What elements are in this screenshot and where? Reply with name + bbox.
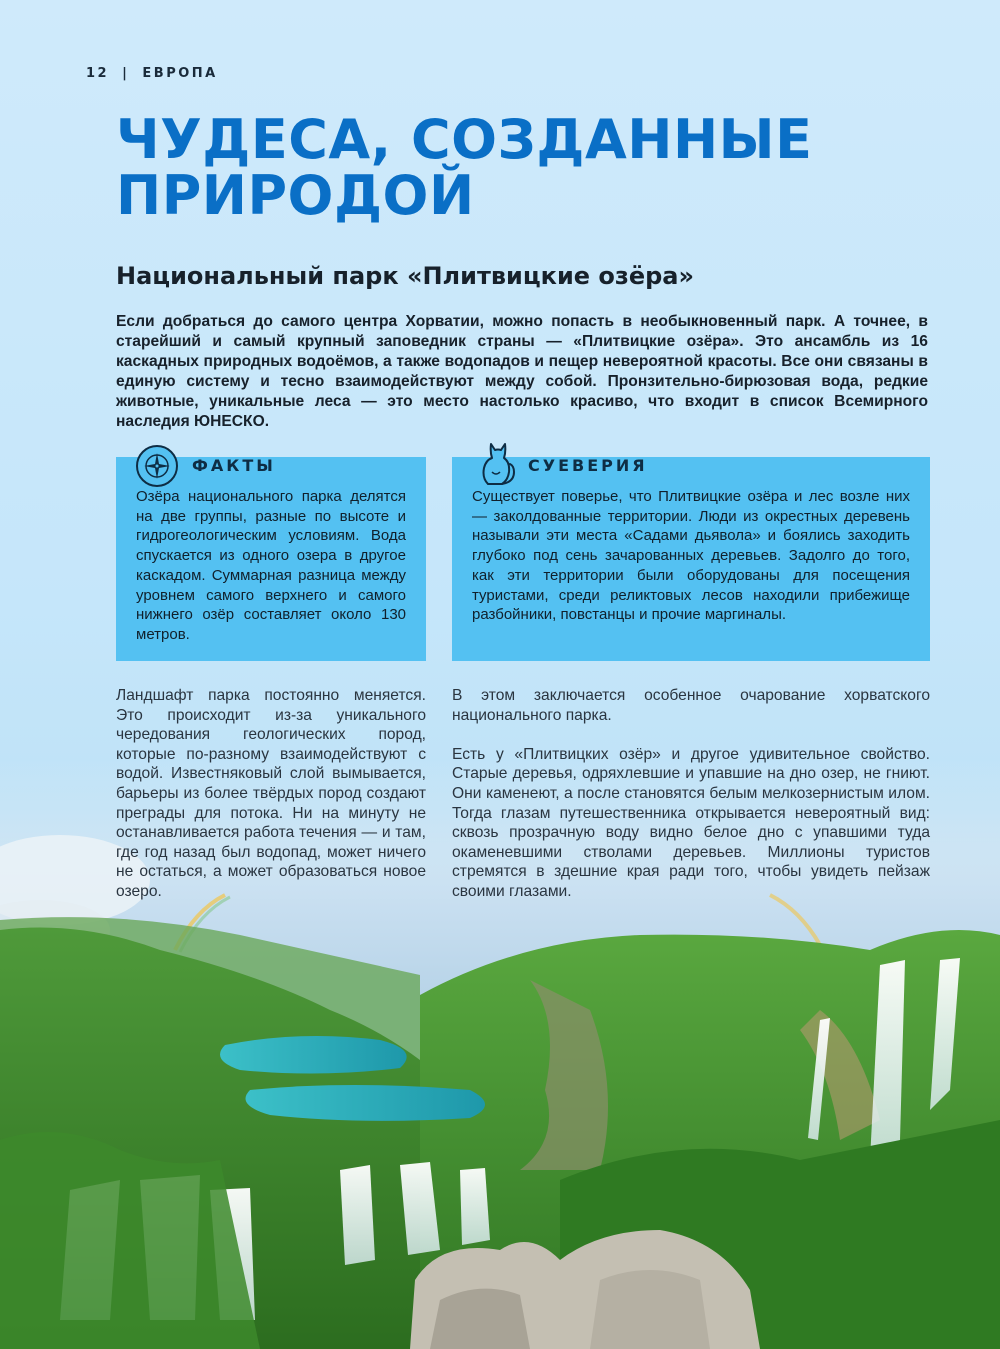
left-column (116, 686, 426, 921)
right-column-paragraph-1: В этом заключается особенное очарование хорватского национального парка. (452, 687, 930, 724)
page-header (86, 66, 218, 81)
facts-text: Озёра национального парка делятся на две группы, разные по высоте и гидрогеологическим условиям. Вода спускается из одного озера в другое каскадом. Суммарная разница между уровнем самого верхнего и самого нижнего озёр составляет около 130 метров. (136, 488, 406, 643)
beliefs-box (452, 457, 930, 661)
header-separator: | (122, 66, 130, 81)
facts-box (116, 457, 426, 661)
beliefs-text: Существует поверье, что Плитвицкие озёра и лес возле них — заколдованные территории. Люди из окрестных деревень называли эти места «Садами дьявола» и боялись заходить глубоко под сень зачарованных деревьев. Задолго до того, как эти территории были оборудованы для посещения туристами, среди реликтовых лесов находили прибежище разбойники, повстанцы и прочие маргиналы. (472, 488, 910, 624)
intro-paragraph: Если добраться до самого центра Хорватии, можно попасть в необыкновенный парк. А точнее, в старейший и самый крупный заповедник страны — «Плитвицкие озёра». Это ансамбль из 16 каскадных природных водоёмов, а также водопадов и пещер невероятной красоты. Все они связаны в единую систему и тесно взаимодействуют между собой. Пронзительно-бирюзовая вода, редкие животные, уникальные леса — это место настолько красиво, что входит в список Всемирного наследия ЮНЕСКО. (116, 313, 928, 430)
left-column-paragraph: Ландшафт парка постоянно меняется. Это происходит из-за уникального чередования геологических пород, которые по-разному взаимодействуют с водой. Известняковый слой вымывается, барьеры из более твёрдых пород создают преграды для потока. Ни на минуту не останавливается работа течения — и там, где год назад был водопад, может ничего не остаться, а может образоваться новое озеро. (116, 687, 426, 900)
beliefs-heading: СУЕВЕРИЯ (528, 456, 648, 475)
facts-heading: ФАКТЫ (192, 456, 276, 475)
article-subtitle: Национальный парк «Плитвицкие озёра» (116, 262, 694, 290)
right-column (452, 686, 930, 921)
title-line-2: ПРИРОДОЙ (116, 164, 475, 227)
page-title (116, 108, 876, 227)
cat-icon (478, 438, 518, 486)
right-column-paragraph-2: Есть у «Плитвицких озёр» и другое удивительное свойство. Старые деревья, одряхлевшие и упавшие на дно озер, не гниют. Они каменеют, а после становятся белым мелкозернистым илом. Тогда глазам путешественника открывается невероятный вид: сквозь прозрачную воду видно белое дно с упавшими туда окаменевшими стволами деревьев. Миллионы туристов стремятся в здешние края ради того, чтобы увидеть пейзаж своими глазами. (452, 745, 930, 900)
compass-icon (136, 445, 178, 487)
page-number: 12 (86, 66, 110, 81)
title-line-1: ЧУДЕСА, СОЗДАННЫЕ (116, 108, 813, 171)
section-name: ЕВРОПА (142, 66, 218, 81)
